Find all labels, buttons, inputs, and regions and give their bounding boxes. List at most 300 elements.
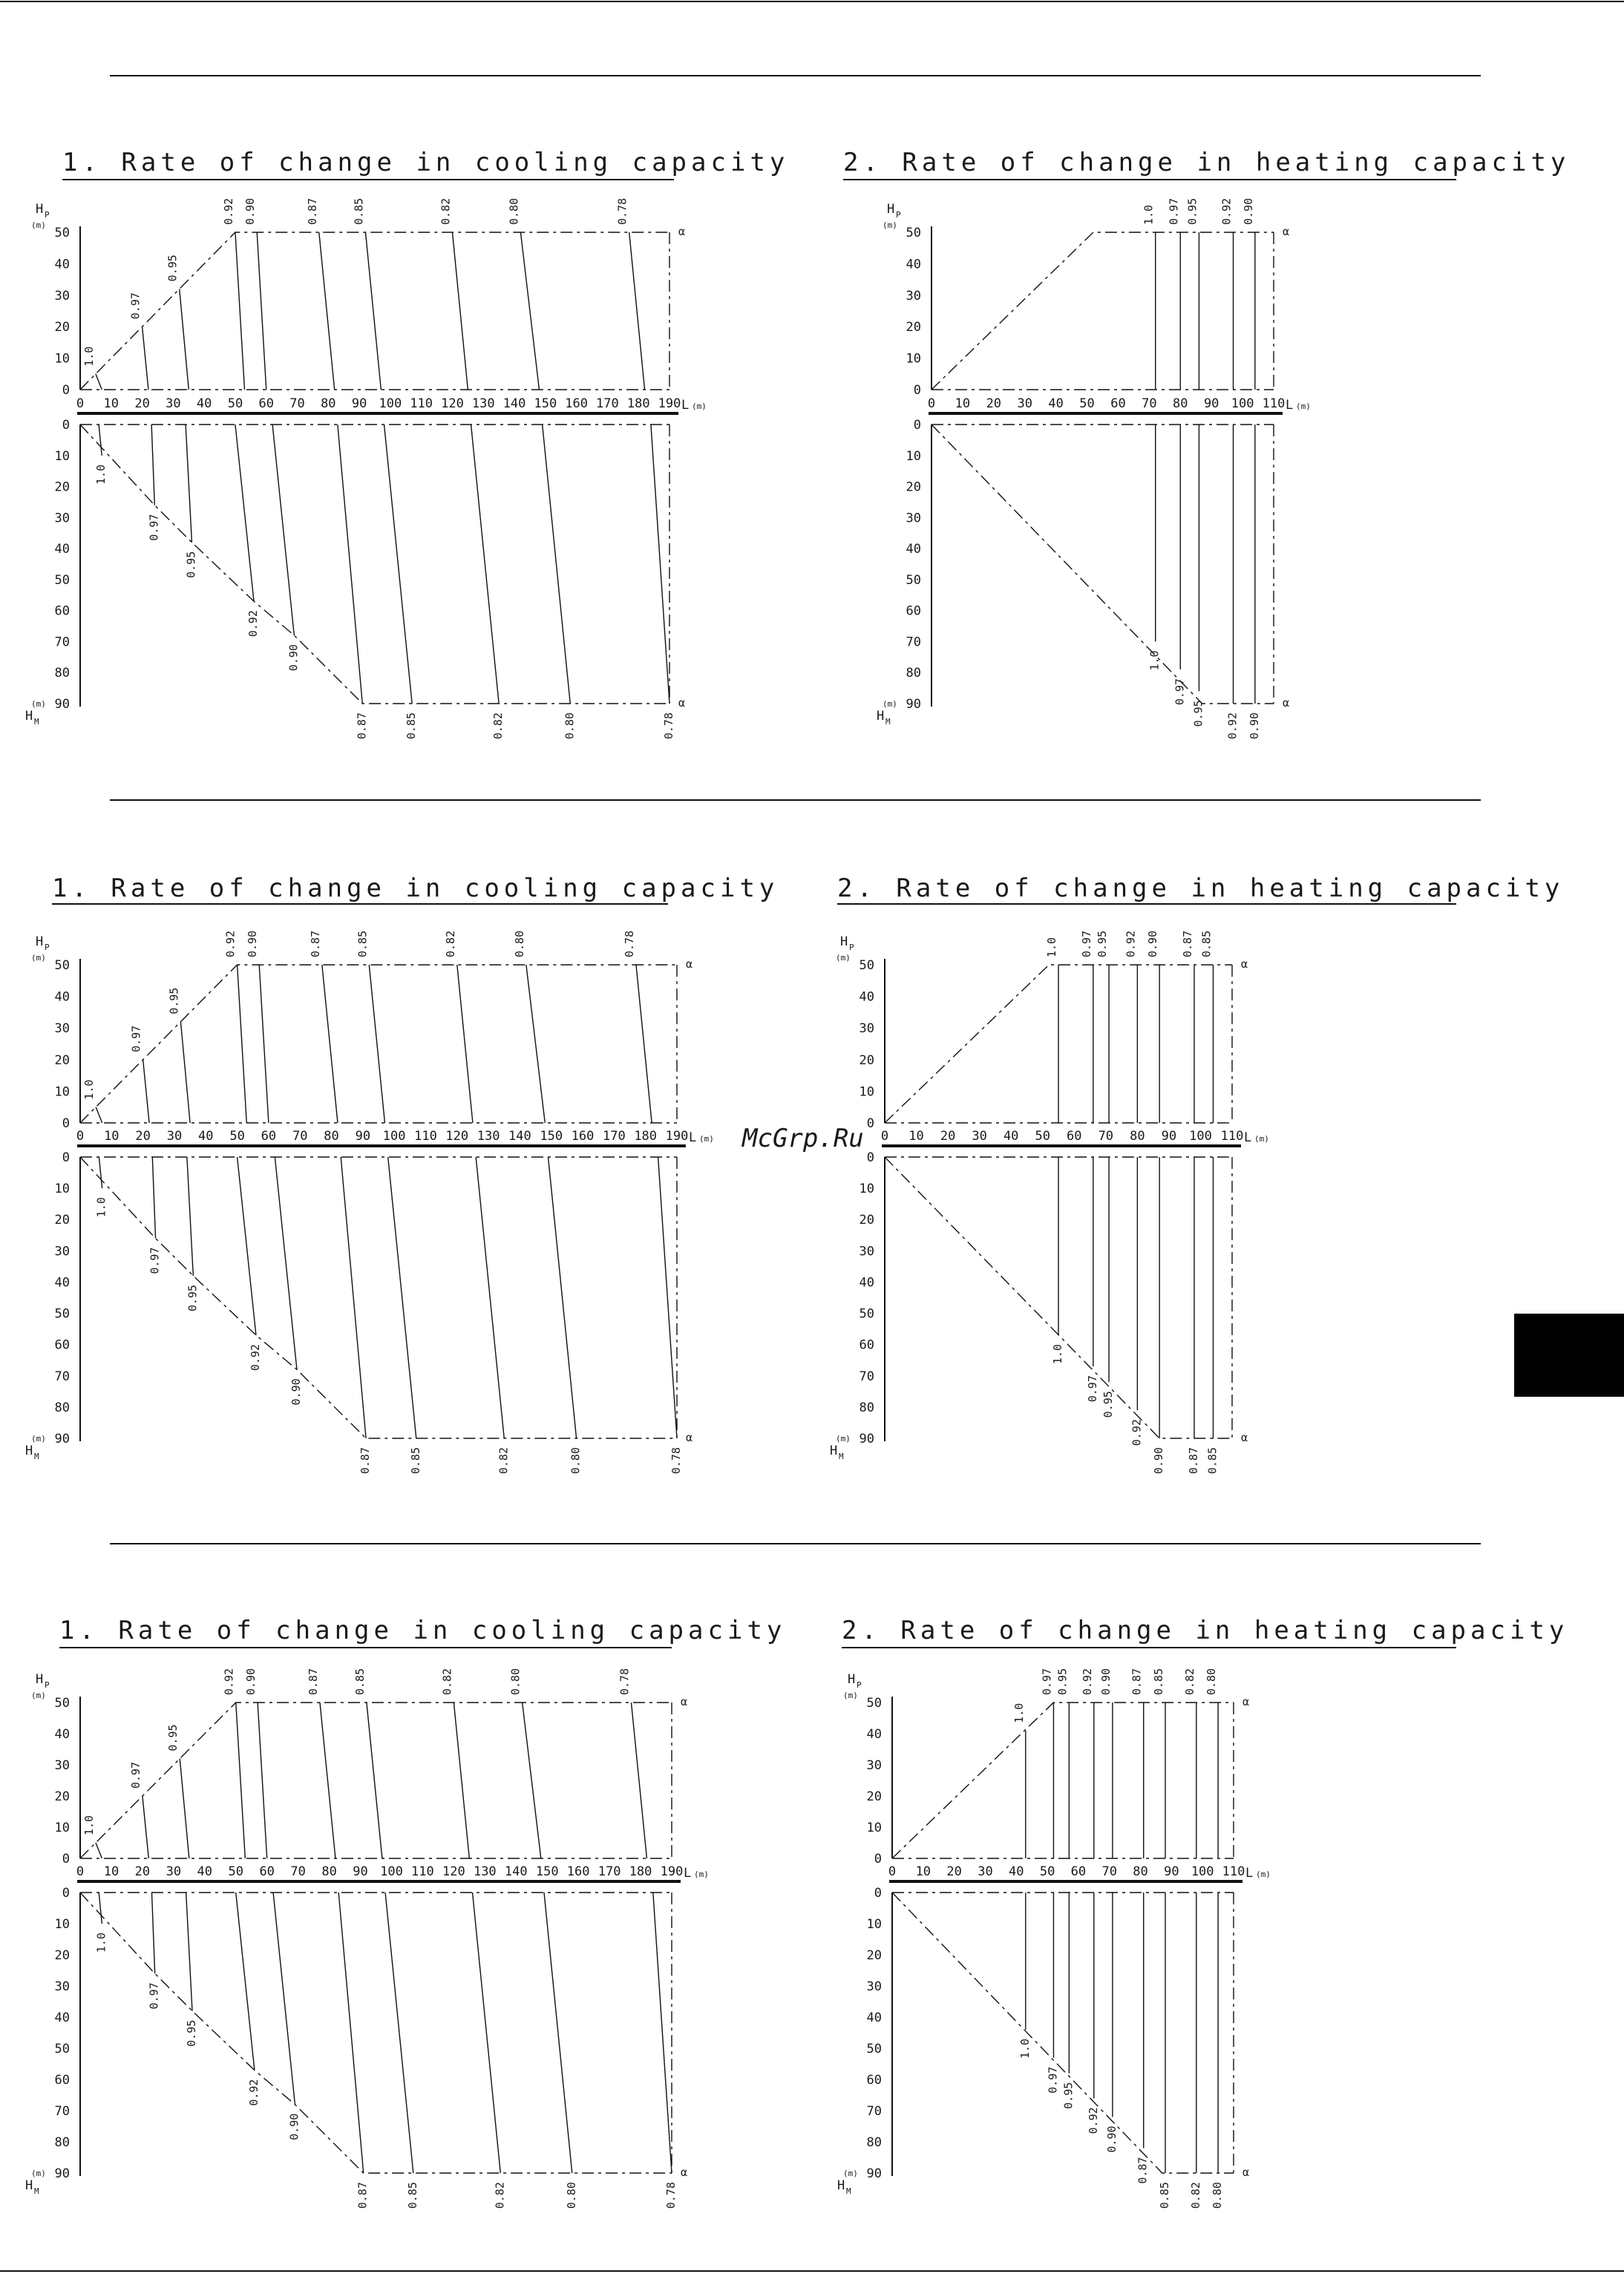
y-bottom-axis-label: H <box>25 2178 33 2193</box>
bottom-line-label: 0.85 <box>405 2182 419 2209</box>
y-bottom-tick-label: 60 <box>54 1337 70 1353</box>
bottom-line-label: 0.78 <box>662 712 675 740</box>
top-line-label: 0.90 <box>246 930 260 957</box>
x-tick-label: 100 <box>1231 396 1254 411</box>
bottom-capacity-line <box>476 1157 504 1438</box>
x-tick-label: 70 <box>292 1129 308 1144</box>
x-tick-label: 20 <box>134 396 150 411</box>
y-bottom-tick-label: 60 <box>54 603 70 619</box>
x-tick-label: 80 <box>1133 1864 1148 1879</box>
chart-title: 1. Rate of change in cooling capacity <box>59 1616 787 1645</box>
top-line-label: 0.97 <box>1040 1668 1054 1695</box>
top-line-label: 0.92 <box>1219 197 1234 225</box>
y-bottom-tick-label: 10 <box>866 1917 882 1932</box>
x-tick-label: 110 <box>410 396 433 411</box>
top-capacity-line <box>180 289 189 390</box>
y-bottom-tick-label: 20 <box>859 1213 874 1228</box>
x-tick-label: 170 <box>596 396 619 411</box>
side-tab-marker <box>1514 1314 1624 1397</box>
top-capacity-line <box>143 327 148 390</box>
bottom-line-label: 0.92 <box>246 610 261 638</box>
top-line-label: 0.78 <box>618 1668 632 1695</box>
top-line-label: 0.82 <box>439 197 453 225</box>
x-tick-label: 60 <box>1067 1129 1082 1144</box>
y-bottom-tick-label: 70 <box>54 2104 70 2119</box>
x-tick-label: 90 <box>1164 1864 1179 1879</box>
x-tick-label: 100 <box>1191 1864 1214 1879</box>
y-bottom-tick-label: 40 <box>54 2011 70 2025</box>
top-line-label: 0.82 <box>440 1668 454 1695</box>
y-bottom-tick-label: 50 <box>54 2042 70 2057</box>
x-tick-label: 30 <box>166 1129 183 1144</box>
y-bottom-tick-label: 90 <box>859 1432 874 1446</box>
y-top-tick-label: 20 <box>54 1052 70 1068</box>
alpha-marker-top: α <box>1242 1695 1250 1708</box>
y-top-axis-unit: (m) <box>31 953 46 963</box>
bottom-line-label: 0.78 <box>669 1447 683 1475</box>
y-top-tick-label: 50 <box>54 1696 70 1711</box>
y-bottom-axis-unit: (m) <box>31 1434 46 1444</box>
x-tick-label: 10 <box>104 1129 119 1144</box>
y-top-axis-unit: (m) <box>31 1691 46 1700</box>
x-tick-label: 160 <box>566 1864 590 1879</box>
top-capacity-line <box>258 1703 267 1858</box>
watermark-text: McGrp.Ru <box>742 1124 864 1153</box>
x-tick-label: 130 <box>473 1864 497 1879</box>
top-line-label: 0.87 <box>1130 1668 1144 1695</box>
y-bottom-axis-label: H <box>25 709 33 724</box>
y-top-tick-label: 0 <box>62 1116 70 1131</box>
alpha-marker-top: α <box>1241 957 1248 971</box>
y-bottom-tick-label: 40 <box>906 542 921 557</box>
top-line-label: 1.0 <box>1045 937 1058 957</box>
y-bottom-tick-label: 50 <box>54 572 70 588</box>
x-tick-label: 110 <box>1220 1129 1244 1144</box>
y-top-tick-label: 0 <box>62 383 70 398</box>
x-tick-label: 10 <box>915 1864 931 1879</box>
x-tick-label: 10 <box>103 1864 119 1879</box>
top-capacity-line <box>636 965 652 1123</box>
alpha-marker-bottom: α <box>686 1431 693 1444</box>
y-bottom-tick-label: 20 <box>54 1948 70 1963</box>
x-tick-label: 20 <box>946 1864 962 1879</box>
top-line-label: 0.95 <box>167 987 181 1015</box>
x-axis-unit: (m) <box>692 402 707 411</box>
y-top-tick-label: 40 <box>54 989 70 1005</box>
y-top-tick-label: 40 <box>54 1727 70 1742</box>
y-top-tick-label: 10 <box>906 351 921 367</box>
x-tick-label: 60 <box>259 1864 275 1879</box>
top-line-label: 0.87 <box>306 1668 320 1695</box>
y-top-axis-sub: P <box>896 210 901 220</box>
y-bottom-tick-label: 90 <box>866 2166 882 2181</box>
bottom-line-label: 0.97 <box>1046 2066 1060 2094</box>
y-top-tick-label: 50 <box>859 958 874 973</box>
y-top-tick-label: 10 <box>54 1084 70 1100</box>
y-top-tick-label: 20 <box>859 1052 874 1068</box>
x-tick-label: 190 <box>660 1864 684 1879</box>
top-capacity-line <box>238 965 247 1123</box>
bottom-line-label: 0.87 <box>1186 1447 1200 1475</box>
alpha-marker-bottom: α <box>1242 2166 1250 2179</box>
x-tick-label: 100 <box>382 1129 406 1144</box>
bottom-line-label: 0.80 <box>563 712 577 740</box>
y-bottom-axis-sub: M <box>846 2186 851 2196</box>
bottom-capacity-line <box>186 1893 192 2011</box>
y-bottom-tick-label: 50 <box>859 1306 874 1322</box>
top-line-label: 0.95 <box>166 255 180 282</box>
y-bottom-tick-label: 20 <box>54 1213 70 1228</box>
bottom-capacity-line <box>338 425 362 704</box>
bottom-envelope <box>80 425 669 704</box>
x-tick-label: 20 <box>940 1129 956 1144</box>
x-tick-label: 20 <box>134 1864 151 1879</box>
y-bottom-tick-label: 0 <box>866 1150 874 1165</box>
bottom-capacity-line <box>273 1893 295 2105</box>
bottom-line-label: 0.90 <box>287 644 301 672</box>
x-tick-label: 10 <box>955 396 971 411</box>
y-bottom-tick-label: 10 <box>54 1917 70 1932</box>
x-tick-label: 190 <box>658 396 681 411</box>
top-line-label: 1.0 <box>1012 1703 1026 1723</box>
y-top-axis-label: H <box>36 934 44 949</box>
top-line-label: 1.0 <box>82 346 96 367</box>
bottom-line-label: 0.90 <box>1247 712 1261 740</box>
x-tick-label: 50 <box>1035 1129 1050 1144</box>
y-top-axis-sub: P <box>45 1680 50 1690</box>
bottom-line-label: 0.82 <box>493 2182 507 2209</box>
x-tick-label: 0 <box>880 1129 889 1144</box>
bottom-capacity-line <box>549 1157 577 1438</box>
x-tick-label: 70 <box>289 396 305 411</box>
x-tick-label: 30 <box>166 1864 182 1879</box>
x-tick-label: 180 <box>634 1129 658 1144</box>
top-line-label: 0.92 <box>222 1668 236 1695</box>
top-line-label: 0.95 <box>1055 1668 1070 1695</box>
bottom-capacity-line <box>151 1893 154 1973</box>
top-capacity-line <box>322 965 338 1123</box>
y-top-tick-label: 30 <box>54 1021 70 1037</box>
x-tick-label: 150 <box>535 1864 559 1879</box>
y-top-tick-label: 0 <box>913 383 921 398</box>
y-bottom-axis-label: H <box>877 709 885 724</box>
alpha-marker-bottom: α <box>678 696 686 710</box>
bottom-line-label: 0.97 <box>1173 678 1187 706</box>
x-tick-label: 70 <box>290 1864 306 1879</box>
chart-cooling-2 <box>25 1616 786 2209</box>
alpha-marker-bottom: α <box>1241 1431 1248 1444</box>
x-tick-label: 80 <box>1173 396 1188 411</box>
y-top-tick-label: 0 <box>874 1852 882 1867</box>
x-tick-label: 190 <box>665 1129 689 1144</box>
x-tick-label: 40 <box>197 1864 213 1879</box>
top-capacity-line <box>180 1022 190 1123</box>
top-line-label: 0.95 <box>1096 930 1110 957</box>
x-axis-unit: (m) <box>699 1134 714 1144</box>
x-tick-label: 80 <box>324 1129 339 1144</box>
bottom-envelope <box>931 425 1274 704</box>
y-top-tick-label: 20 <box>54 1789 70 1804</box>
bottom-capacity-line <box>275 1157 297 1369</box>
x-tick-label: 100 <box>1189 1129 1212 1144</box>
y-bottom-axis-sub: M <box>34 2186 39 2196</box>
x-axis-label: L <box>1245 1866 1254 1881</box>
x-tick-label: 80 <box>321 396 336 411</box>
top-line-label: 1.0 <box>1142 204 1156 225</box>
y-bottom-tick-label: 80 <box>54 1400 70 1415</box>
y-bottom-tick-label: 90 <box>54 697 70 712</box>
x-tick-label: 150 <box>534 396 557 411</box>
bottom-line-label: 0.87 <box>1136 2157 1150 2184</box>
x-tick-label: 40 <box>1003 1129 1019 1144</box>
top-line-label: 1.0 <box>82 1815 96 1835</box>
y-top-tick-label: 50 <box>54 226 70 240</box>
top-line-label: 0.85 <box>1152 1668 1165 1695</box>
bottom-capacity-line <box>473 1893 501 2173</box>
y-bottom-tick-label: 0 <box>62 1150 70 1165</box>
x-tick-label: 10 <box>908 1129 924 1144</box>
y-top-axis-sub: P <box>849 943 854 952</box>
top-line-label: 0.90 <box>1099 1668 1113 1695</box>
top-line-label: 0.80 <box>1205 1668 1219 1695</box>
bottom-line-label: 0.97 <box>147 1982 161 2010</box>
y-top-tick-label: 0 <box>62 1852 70 1867</box>
y-top-axis-unit: (m) <box>836 953 851 963</box>
y-bottom-axis-unit: (m) <box>883 699 897 709</box>
bottom-capacity-line <box>186 425 191 543</box>
y-bottom-tick-label: 10 <box>906 448 921 464</box>
x-tick-label: 50 <box>229 1129 245 1144</box>
y-bottom-tick-label: 40 <box>859 1275 874 1291</box>
top-line-label: 0.97 <box>128 292 143 320</box>
x-tick-label: 50 <box>228 1864 243 1879</box>
y-top-axis-sub: P <box>45 943 50 952</box>
bottom-capacity-line <box>471 425 500 704</box>
bottom-line-label: 0.78 <box>664 2182 678 2209</box>
y-bottom-tick-label: 70 <box>906 635 921 650</box>
bottom-line-label: 0.92 <box>1086 2107 1100 2134</box>
y-bottom-tick-label: 10 <box>54 448 70 464</box>
y-top-tick-label: 0 <box>866 1116 874 1131</box>
top-capacity-line <box>452 232 468 390</box>
alpha-marker-top: α <box>678 225 686 238</box>
x-tick-label: 120 <box>441 396 464 411</box>
y-bottom-tick-label: 0 <box>62 1886 70 1901</box>
bottom-line-label: 0.95 <box>186 1285 200 1312</box>
y-bottom-tick-label: 90 <box>54 1432 70 1446</box>
bottom-capacity-line <box>238 1157 256 1335</box>
y-bottom-tick-label: 80 <box>54 2135 70 2150</box>
bottom-capacity-line <box>543 425 571 704</box>
x-axis-label: L <box>681 398 690 413</box>
top-line-label: 0.92 <box>1124 930 1138 957</box>
bottom-line-label: 1.0 <box>94 1933 108 1953</box>
x-tick-label: 60 <box>261 1129 277 1144</box>
bottom-line-label: 0.85 <box>1205 1447 1219 1475</box>
y-bottom-tick-label: 60 <box>54 2073 70 2088</box>
bottom-line-label: 0.92 <box>246 2079 261 2106</box>
bottom-line-label: 0.80 <box>1211 2182 1225 2209</box>
x-tick-label: 80 <box>321 1864 337 1879</box>
top-capacity-line <box>365 232 381 390</box>
y-bottom-axis-unit: (m) <box>836 1434 851 1444</box>
top-line-label: 0.92 <box>223 930 238 957</box>
x-tick-label: 90 <box>351 396 367 411</box>
top-capacity-line <box>235 232 245 390</box>
y-bottom-tick-label: 50 <box>54 1306 70 1322</box>
x-tick-label: 90 <box>355 1129 371 1144</box>
top-capacity-line <box>629 232 645 390</box>
y-top-tick-label: 50 <box>906 226 921 240</box>
x-tick-label: 70 <box>1142 396 1157 411</box>
y-bottom-axis-label: H <box>25 1444 33 1458</box>
top-capacity-line <box>143 1060 149 1123</box>
y-bottom-tick-label: 10 <box>54 1182 70 1197</box>
y-bottom-tick-label: 50 <box>866 2042 882 2057</box>
top-line-label: 0.78 <box>622 930 636 957</box>
x-tick-label: 0 <box>76 1864 85 1879</box>
top-capacity-line <box>320 1703 335 1858</box>
alpha-marker-top: α <box>1283 225 1290 238</box>
chart-heating-2 <box>837 1616 1568 2209</box>
y-top-tick-label: 30 <box>54 288 70 304</box>
y-top-tick-label: 40 <box>54 257 70 272</box>
chart-cooling-1 <box>25 874 779 1474</box>
chart-title: 2. Rate of change in heating capacity <box>843 148 1571 177</box>
x-tick-label: 160 <box>571 1129 595 1144</box>
top-envelope <box>931 232 1274 390</box>
bottom-capacity-line <box>651 425 669 704</box>
bottom-line-label: 0.82 <box>491 712 505 740</box>
x-tick-label: 50 <box>1079 396 1095 411</box>
bottom-capacity-line <box>235 425 254 601</box>
top-line-label: 0.85 <box>1199 930 1214 957</box>
top-capacity-line <box>257 232 266 390</box>
y-top-tick-label: 20 <box>866 1789 882 1804</box>
bottom-line-label: 0.80 <box>564 2182 578 2209</box>
bottom-line-label: 0.85 <box>1158 2182 1171 2209</box>
bottom-capacity-line <box>151 425 154 505</box>
bottom-capacity-line <box>152 1157 155 1238</box>
y-top-tick-label: 40 <box>866 1727 882 1742</box>
y-top-axis-label: H <box>848 1672 856 1687</box>
bottom-capacity-line <box>99 425 102 456</box>
bottom-capacity-line <box>99 1893 102 1924</box>
bottom-line-label: 0.95 <box>184 551 198 578</box>
top-line-label: 0.97 <box>1079 930 1093 957</box>
y-bottom-tick-label: 60 <box>906 603 921 619</box>
y-top-tick-label: 40 <box>859 989 874 1005</box>
chart-heating-1 <box>830 874 1564 1474</box>
x-axis-label: L <box>1286 398 1294 413</box>
bottom-line-label: 1.0 <box>1147 650 1162 671</box>
top-line-label: 1.0 <box>82 1079 96 1100</box>
top-line-label: 0.90 <box>244 1668 258 1695</box>
y-bottom-tick-label: 40 <box>54 542 70 557</box>
top-capacity-line <box>520 232 539 390</box>
x-tick-label: 70 <box>1098 1129 1114 1144</box>
y-bottom-axis-sub: M <box>34 717 39 727</box>
bottom-envelope <box>80 1157 677 1438</box>
x-tick-label: 110 <box>414 1129 437 1144</box>
y-top-tick-label: 40 <box>906 257 921 272</box>
top-capacity-line <box>367 1703 382 1858</box>
x-tick-label: 120 <box>442 1864 465 1879</box>
x-axis-label: L <box>689 1130 697 1145</box>
y-top-axis-sub: P <box>45 210 50 220</box>
x-axis-label: L <box>1244 1130 1252 1145</box>
x-tick-label: 110 <box>1222 1864 1245 1879</box>
x-tick-label: 0 <box>927 396 936 411</box>
y-bottom-tick-label: 30 <box>54 511 70 526</box>
y-top-axis-label: H <box>840 934 848 949</box>
y-top-axis-unit: (m) <box>843 1691 858 1700</box>
x-axis-unit: (m) <box>1296 402 1311 411</box>
top-line-label: 0.82 <box>1182 1668 1196 1695</box>
top-capacity-line <box>454 1703 469 1858</box>
top-line-label: 0.85 <box>352 197 366 225</box>
top-line-label: 0.82 <box>443 930 457 957</box>
top-line-label: 0.97 <box>128 1761 143 1789</box>
x-tick-label: 170 <box>603 1129 626 1144</box>
y-bottom-tick-label: 0 <box>913 418 921 433</box>
y-top-axis-label: H <box>36 202 44 217</box>
chart-title: 1. Rate of change in cooling capacity <box>52 874 779 903</box>
bottom-line-label: 0.97 <box>148 1247 162 1274</box>
charts-layer <box>25 148 1570 2209</box>
y-bottom-tick-label: 30 <box>54 1979 70 1994</box>
y-bottom-tick-label: 90 <box>906 697 921 712</box>
y-top-tick-label: 30 <box>54 1758 70 1773</box>
top-capacity-line <box>96 1107 102 1123</box>
bottom-line-label: 0.92 <box>1225 712 1240 740</box>
bottom-line-label: 0.92 <box>1130 1419 1144 1446</box>
chart-cooling-0 <box>25 148 789 739</box>
top-line-label: 0.80 <box>512 930 526 957</box>
y-bottom-axis-unit: (m) <box>843 2169 858 2178</box>
chart-title: 2. Rate of change in heating capacity <box>842 1616 1569 1645</box>
y-top-tick-label: 10 <box>859 1084 874 1100</box>
y-top-tick-label: 30 <box>866 1758 882 1773</box>
x-tick-label: 160 <box>565 396 588 411</box>
top-line-label: 0.97 <box>1167 197 1181 225</box>
y-bottom-tick-label: 50 <box>906 572 921 588</box>
y-bottom-tick-label: 90 <box>54 2166 70 2181</box>
alpha-marker-bottom: α <box>1283 696 1290 710</box>
y-top-tick-label: 20 <box>906 320 921 335</box>
y-bottom-tick-label: 20 <box>906 479 921 495</box>
bottom-capacity-line <box>272 425 294 635</box>
x-axis-label: L <box>684 1866 692 1881</box>
bottom-line-label: 0.90 <box>1152 1447 1166 1475</box>
x-tick-label: 60 <box>1070 1864 1087 1879</box>
x-tick-label: 90 <box>353 1864 368 1879</box>
x-tick-label: 30 <box>972 1129 987 1144</box>
x-tick-label: 30 <box>978 1864 993 1879</box>
y-bottom-tick-label: 30 <box>859 1244 874 1259</box>
y-bottom-tick-label: 60 <box>859 1337 874 1353</box>
y-bottom-tick-label: 0 <box>874 1886 882 1901</box>
y-bottom-axis-sub: M <box>839 1452 844 1461</box>
x-tick-label: 50 <box>227 396 243 411</box>
top-capacity-line <box>319 232 335 390</box>
y-bottom-axis-unit: (m) <box>31 2169 46 2178</box>
top-envelope <box>892 1703 1234 1858</box>
y-bottom-tick-label: 70 <box>54 1369 70 1384</box>
y-bottom-tick-label: 40 <box>866 2011 882 2025</box>
bottom-line-label: 1.0 <box>94 1197 108 1218</box>
bottom-capacity-line <box>99 1157 102 1188</box>
